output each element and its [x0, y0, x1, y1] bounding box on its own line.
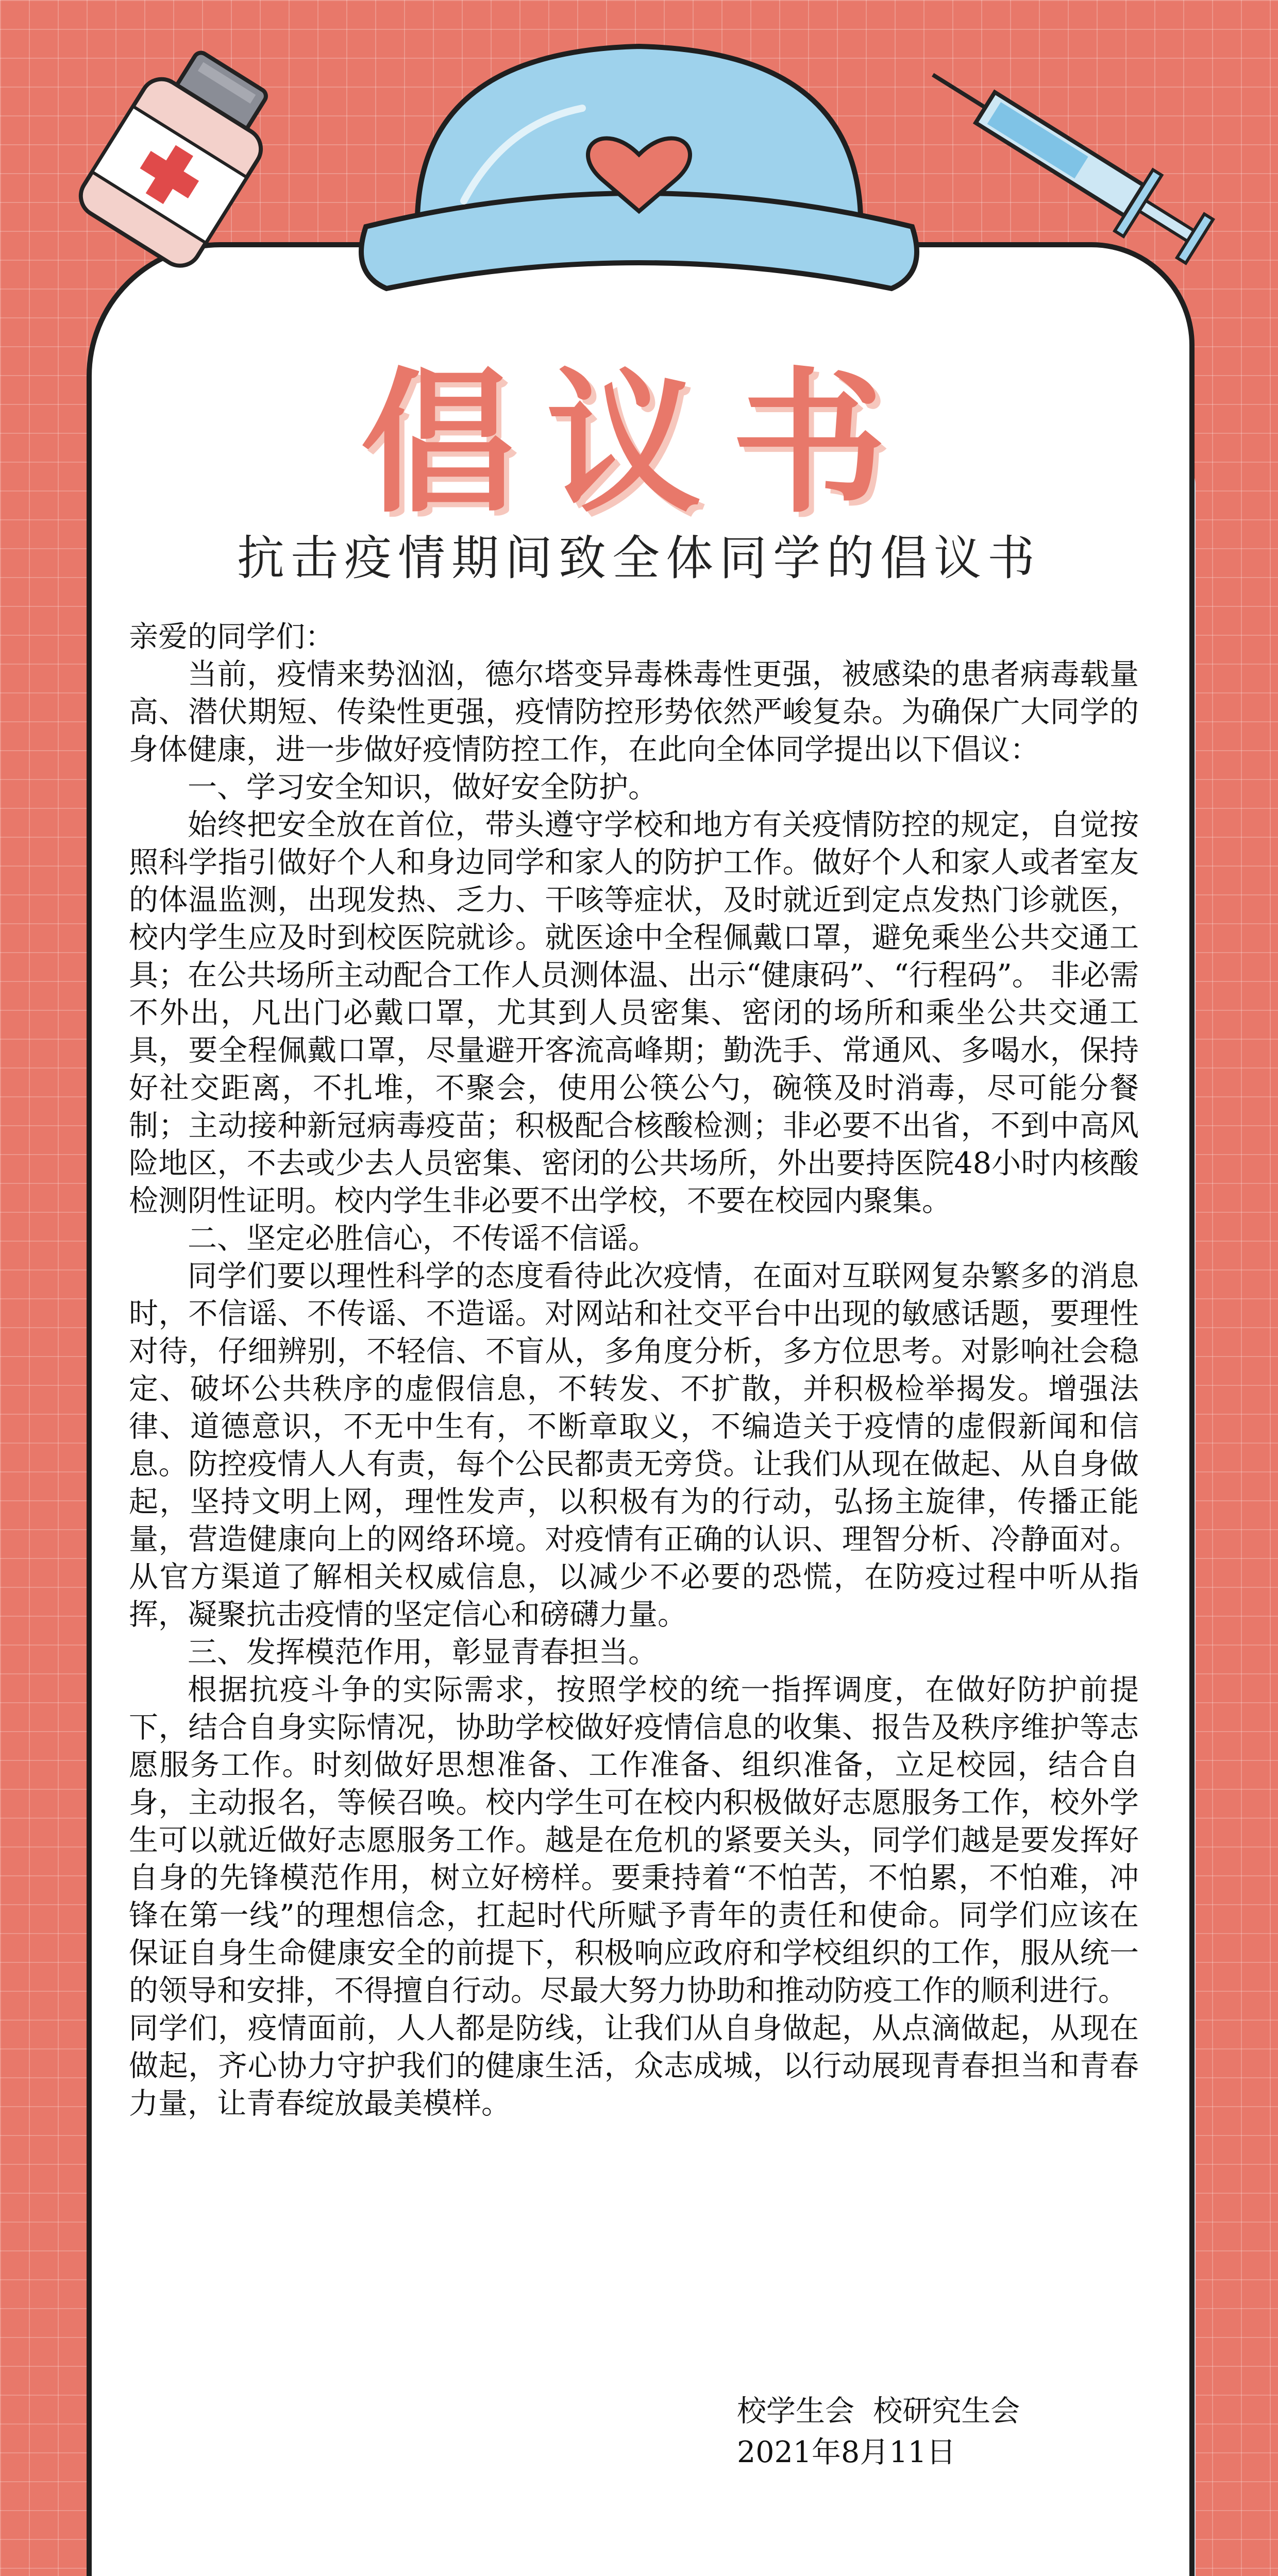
- greeting: 亲爱的同学们：: [129, 620, 334, 654]
- section-paragraph-1: 始终把安全放在首位，带头遵守学校和地方有关疫情防控的规定，自觉按照科学指引做好个人和身边同学和家人的防护工作。做好个人和家人或者室友的体温监测，出现发热、乏力、干咳等症状，及时就近到定点发热门诊就医，校内学生应及时到校医院就诊。就医途中全程佩戴口罩，避免乘坐公共交通工具；在公共场所主动配合工作人员测体温、出示“健康码”、“行程码”。 非必需不外出，凡出门必戴口罩，尤其到人员密集、密闭的场所和乘坐公共交通工具，要全程佩戴口罩，尽量避开客流高峰期；勤洗手、常通风、多喝水，保持好社交距离，不扎堆，不聚会，使用公筷公勺，碗筷及时消毒，尽可能分餐制；主动接种新冠病毒疫苗；积极配合核酸检测；非必要不出省，不到中高风险地区，不去或少去人员密集、密闭的公共场所，外出要持医院48小时内核酸检测阴性证明。校内学生非必要不出学校，不要在校园内聚集。: [129, 808, 1139, 1218]
- section-heading-3: 三、发挥模范作用，彰显青春担当。: [188, 1635, 658, 1669]
- section-heading-1: 一、学习安全知识，做好安全防护。: [188, 770, 658, 804]
- syringe-icon: [897, 46, 1257, 283]
- section-paragraph-3: 根据抗疫斗争的实际需求，按照学校的统一指挥调度，在做好防护前提下，结合自身实际情况，协助学校做好疫情信息的收集、报告及秩序维护等志愿服务工作。时刻做好思想准备、工作准备、组织准备，立足校园，结合自身，主动报名，等候召唤。校内学生可在校内积极做好志愿服务工作，校外学生可以就近做好志愿服务工作。越是在危机的紧要关头，同学们越是要发挥好自身的先锋模范作用，树立好榜样。要秉持着“不怕苦，不怕累，不怕难，冲锋在第一线”的理想信念，扛起时代所赋予青年的责任和使命。同学们应该在保证自身生命健康安全的前提下，积极响应政府和学校组织的工作，服从统一的领导和安排，不得擅自行动。尽最大努力协助和推动防疫工作的顺利进行。: [129, 1673, 1139, 2008]
- medicine-bottle-icon: [62, 36, 299, 278]
- section-paragraph-2: 同学们要以理性科学的态度看待此次疫情，在面对互联网复杂繁多的消息时，不信谣、不传谣、不造谣。对网站和社交平台中出现的敏感话题，要理性对待，仔细辨别，不轻信、不盲从，多角度分析，多方位思考。对影响社会稳定、破坏公共秩序的虚假信息，不转发、不扩散，并积极检举揭发。增强法律、道德意识，不无中生有，不断章取义，不编造关于疫情的虚假新闻和信息。防控疫情人人有责，每个公民都责无旁贷。让我们从现在做起、从自身做起，坚持文明上网，理性发声，以积极有为的行动，弘扬主旋律，传播正能量，营造健康向上的网络环境。对疫情有正确的认识、理智分析、冷静面对。从官方渠道了解相关权威信息，以减少不必要的恐慌，在防疫过程中听从指挥，凝聚抗击疫情的坚定信心和磅礴力量。: [129, 1259, 1139, 1632]
- section-heading-2: 二、坚定必胜信心，不传谣不信谣。: [188, 1222, 658, 1256]
- signature-date: 2021年8月11日: [737, 2435, 956, 2469]
- nurse-cap-icon: [335, 31, 943, 319]
- page-title: 倡议书: [361, 354, 917, 534]
- intro-paragraph: 当前，疫情来势汹汹，德尔塔变异毒株毒性更强，被感染的患者病毒载量高、潜伏期短、传染性更强，疫情防控形势依然严峻复杂。为确保广大同学的身体健康，进一步做好疫情防控工作，在此向全体同学提出以下倡议：: [129, 657, 1139, 767]
- letter-body: [129, 618, 1139, 2123]
- page-subtitle: 抗击疫情期间致全体同学的倡议书: [237, 531, 1041, 586]
- closing-paragraph: 同学们，疫情面前，人人都是防线，让我们从自身做起，从点滴做起，从现在做起，齐心协力守护我们的健康生活，众志成城，以行动展现青春担当和青春力量，让青春绽放最美模样。: [129, 2011, 1139, 2121]
- signature-block: [737, 2391, 1020, 2473]
- signature-org: 校学生会 校研究生会: [737, 2394, 1020, 2428]
